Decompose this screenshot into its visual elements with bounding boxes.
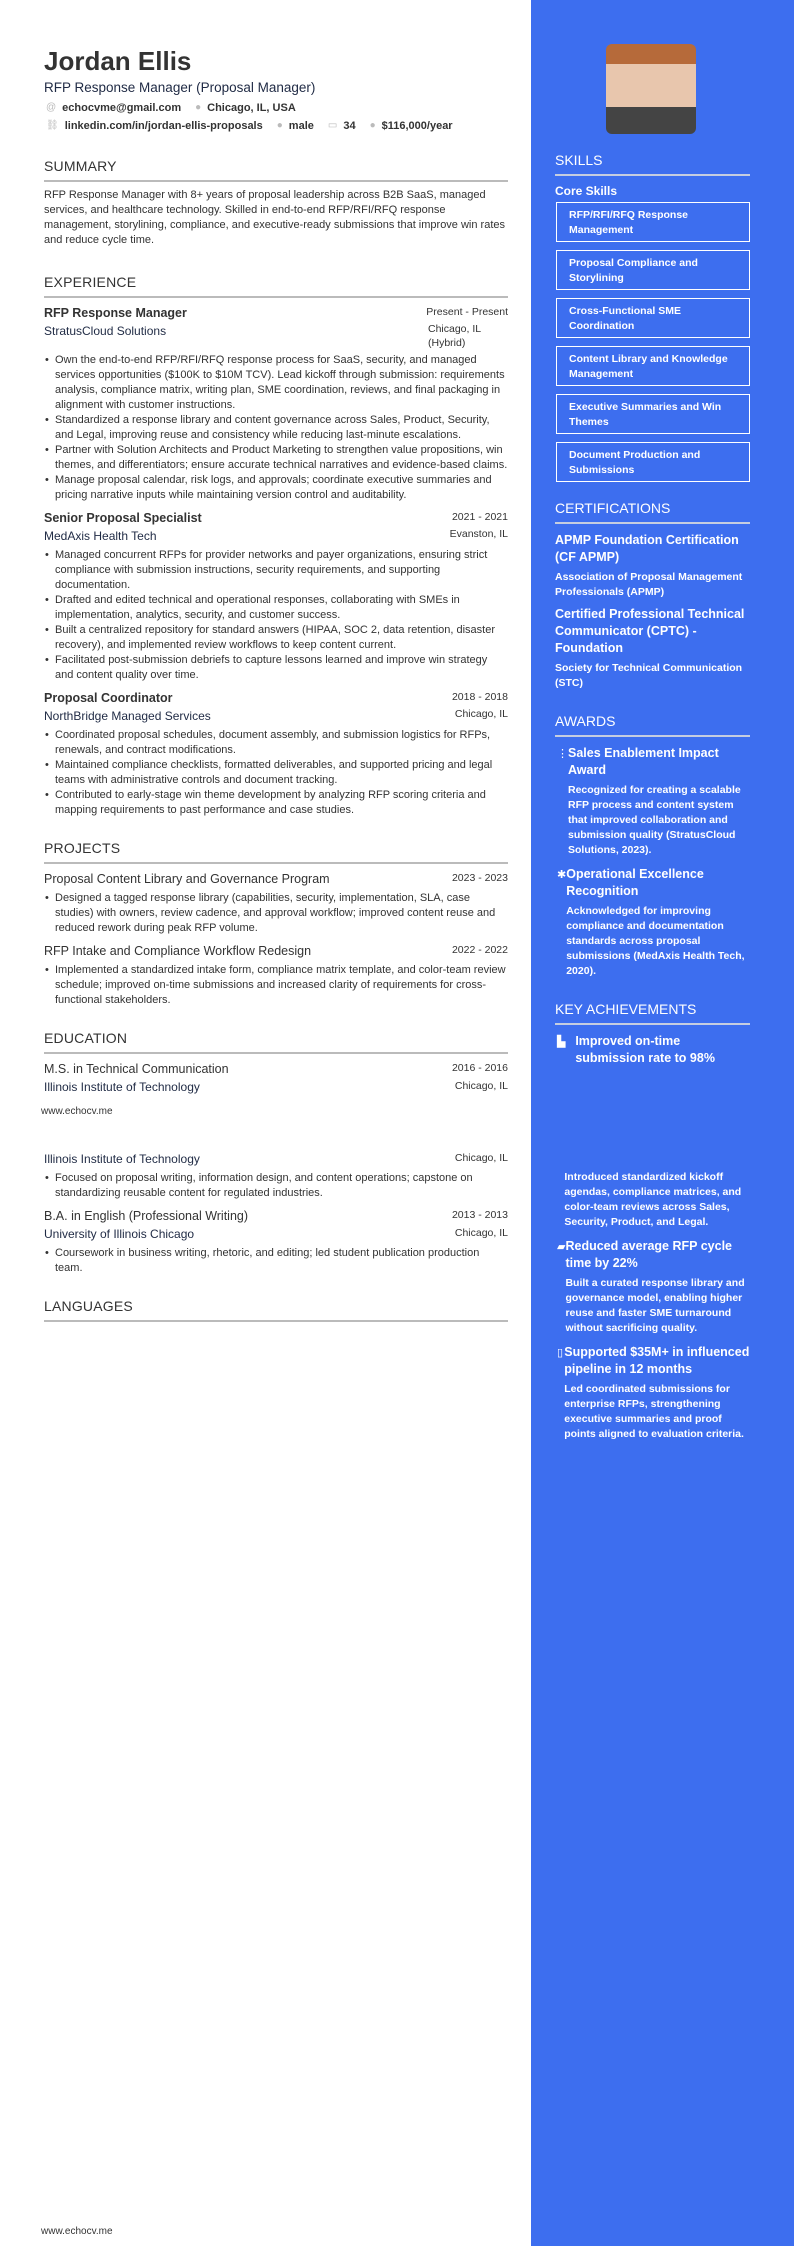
job-header <box>44 689 508 707</box>
skill-tag: Content Library and Knowledge Management <box>556 346 750 386</box>
candidate-name: Jordan Ellis <box>44 46 192 76</box>
profile-photo <box>606 44 696 134</box>
project-bullets <box>44 963 508 1008</box>
dates: 2013 - 2013 <box>451 1209 508 1221</box>
project-header <box>44 870 508 888</box>
achievement-desc: Built a curated response library and governance model, enabling higher reuse and faster SME turnaround without sacrificing quality. <box>565 1277 745 1334</box>
job-bullets <box>44 728 508 818</box>
awards-heading: AWARDS <box>555 713 750 737</box>
education-bullet: • Focused on proposal writing, information design, and content operations; capstone on standardizing reusable content for regulated industries. <box>44 1171 508 1201</box>
achievement-item <box>555 1033 750 1067</box>
job-header <box>44 509 508 527</box>
project-dates: 2023 - 2023 <box>451 872 508 884</box>
company-name: NorthBridge Managed Services <box>44 709 211 723</box>
award-item <box>555 866 750 979</box>
achievement-desc: Led coordinated submissions for enterprise RFPs, strengthening executive summaries and proof points aligned to evaluation criteria. <box>564 1383 744 1440</box>
job-bullet: • Contributed to early-stage win theme development by analyzing RFP scoring criteria and mapping requirements to past performance and case studies. <box>44 788 508 818</box>
project-bullet: • Designed a tagged response library (capabilities, security, implementation, SLA, case studies) with owners, review cadence, and approval workflow; improved content reuse and reduced rework during peak RFP volume. <box>44 891 508 936</box>
school: Illinois Institute of Technology <box>44 1080 200 1094</box>
job-bullet: • Managed concurrent RFPs for provider networks and payer organizations, ensuring strict compliance with submission instructions, security requirements, and supporting documentation. <box>44 548 508 593</box>
skills-group: Core Skills <box>555 184 618 198</box>
job-subheader <box>44 527 508 545</box>
job-title: Senior Proposal Specialist <box>44 511 202 525</box>
job-bullets <box>44 548 508 683</box>
achievement-item <box>555 1344 750 1442</box>
certification-issuer: Society for Technical Communication (STC) <box>555 662 743 689</box>
achievement-title: Reduced average RFP cycle time by 22% <box>565 1239 732 1270</box>
achievement-item <box>555 1238 750 1336</box>
project-entry <box>44 870 508 936</box>
skill-tag: Cross-Functional SME Coordination <box>556 298 750 338</box>
job-location: Evanston, IL <box>449 528 508 540</box>
linkedin[interactable]: linkedin.com/in/jordan-ellis-proposals <box>64 119 263 132</box>
award-desc: Acknowledged for improving compliance and documentation standards across proposal submissions (MedAxis Health Tech, 2020). <box>566 905 745 977</box>
job-dates: 2021 - 2021 <box>451 511 508 523</box>
company-name: MedAxis Health Tech <box>44 529 157 543</box>
skill-tag: Document Production and Submissions <box>556 442 750 482</box>
achievement-item <box>555 1170 750 1230</box>
location: Chicago, IL <box>454 1080 508 1092</box>
job-header <box>44 304 508 322</box>
achievement-desc: Introduced standardized kickoff agendas, compliance matrices, and color-team reviews across Sales, Security, Product, and Legal. <box>564 1171 742 1228</box>
footer-url[interactable]: www.echocv.me <box>41 2226 113 2237</box>
job-location: Chicago, IL <box>454 708 508 720</box>
job-bullet: • Coordinated proposal schedules, document assembly, and submission logistics for RFPs, renewals, and contract modifications. <box>44 728 508 758</box>
project-bullet: • Implemented a standardized intake form, compliance matrix template, and color-team review schedule; improved on-time submissions and increased clarity of requirements for cross-functional stakeholders. <box>44 963 508 1008</box>
certifications-heading: CERTIFICATIONS <box>555 500 750 524</box>
dates: 2016 - 2016 <box>451 1062 508 1074</box>
job-entry <box>44 304 508 503</box>
award-title: Operational Excellence Recognition <box>566 867 704 898</box>
job-bullet: • Manage proposal calendar, risk logs, and approvals; coordinate executive summaries and pricing narrative inputs while maintaining version control and auditability. <box>44 473 508 503</box>
degree: M.S. in Technical Communication <box>44 1062 229 1076</box>
job-dates: Present - Present <box>426 306 508 318</box>
calendar-icon: ▭ <box>327 120 338 131</box>
link-icon: ⛓ <box>46 120 59 131</box>
skill-tag: Executive Summaries and Win Themes <box>556 394 750 434</box>
skill-tag: Proposal Compliance and Storylining <box>556 250 750 290</box>
achievement-title: Improved on-time submission rate to 98% <box>575 1034 715 1065</box>
summary-heading: SUMMARY <box>44 158 508 182</box>
job-bullet: • Drafted and edited technical and operational responses, collaborating with SMEs in implementation, analytics, security, and customer success. <box>44 593 508 623</box>
job-bullet: • Own the end-to-end RFP/RFI/RFQ response process for SaaS, security, and managed services opportunities ($100K to $10M TCV). Lead kickoff through submission: requirements analysis, compliance matrix, writing plan, SME coordination, reviews, and final packaging in alignment with customer instructions. <box>44 353 508 413</box>
job-location: Chicago, IL (Hybrid) <box>428 323 481 349</box>
project-dates: 2022 - 2022 <box>451 944 508 956</box>
job-title: RFP Response Manager <box>44 306 187 320</box>
comment-icon: ▰ <box>557 1241 566 1253</box>
project-title: Proposal Content Library and Governance Program <box>44 872 330 886</box>
projects-heading: PROJECTS <box>44 840 508 864</box>
job-bullet: • Facilitated post-submission debriefs to capture lessons learned and improve win strategy and content quality over time. <box>44 653 508 683</box>
award-item <box>555 745 750 858</box>
tablet-icon: ▯ <box>557 1347 564 1359</box>
footer-url[interactable]: www.echocv.me <box>41 1106 113 1117</box>
certification-name: Certified Professional Technical Communicator (CPTC) - Foundation <box>555 607 745 655</box>
job-entry <box>44 689 508 818</box>
location: Chicago, IL <box>454 1227 508 1239</box>
job-subheader <box>44 707 508 725</box>
location: Chicago, IL, USA <box>207 101 296 114</box>
job-bullet: • Partner with Solution Architects and Product Marketing to strengthen value propositions, win themes, and differentiators; ensure accurate technical narratives and evidence-based claims. <box>44 443 508 473</box>
sidebar-page-2 <box>555 1170 750 1510</box>
job-bullet: • Built a centralized repository for standard answers (HIPAA, SOC 2, data retention, disaster recovery), and implemented review workflows to keep content current. <box>44 623 508 653</box>
person-icon: ● <box>276 120 283 131</box>
job-subheader <box>44 322 508 350</box>
bug-icon: ✱ <box>557 869 567 881</box>
main-column-page-1 <box>44 46 508 1094</box>
education-item <box>44 1060 508 1096</box>
school: Illinois Institute of Technology <box>44 1152 200 1166</box>
degree: B.A. in English (Professional Writing) <box>44 1209 249 1223</box>
file-icon: ▙ <box>557 1036 566 1048</box>
award-desc: Recognized for creating a scalable RFP process and content system that improved collaboration and submission quality (StratusCloud Solutions, 2023). <box>568 784 741 856</box>
experience-heading: EXPERIENCE <box>44 274 508 298</box>
at-icon: @ <box>46 102 57 113</box>
project-bullets <box>44 891 508 936</box>
company-name: StratusCloud Solutions <box>44 324 167 338</box>
skills-heading: SKILLS <box>555 152 750 176</box>
salary: $116,000/year <box>381 119 453 132</box>
job-title: Proposal Coordinator <box>44 691 173 705</box>
job-entry <box>44 509 508 683</box>
award-title: Sales Enablement Impact Award <box>568 746 719 777</box>
job-bullets <box>44 353 508 503</box>
education-heading: EDUCATION <box>44 1030 508 1054</box>
project-title: RFP Intake and Compliance Workflow Redesign <box>44 944 312 958</box>
summary-text: RFP Response Manager with 8+ years of proposal leadership across B2B SaaS, managed services, and healthcare technology. Skilled in end-to-end RFP/RFI/RFQ response management, storylining, compliance, and executive-ready submissions that improve win rates and reduce cycle time. <box>44 189 505 246</box>
main-column-page-2 <box>44 1152 508 1314</box>
location-pin-icon: ● <box>195 102 202 113</box>
certification-name: APMP Foundation Certification (CF APMP) <box>555 533 739 564</box>
job-bullet: • Standardized a response library and content governance across Sales, Product, Security, and Legal, improving reuse and consistency while reducing last-minute escalations. <box>44 413 508 443</box>
project-entry <box>44 942 508 1008</box>
job-dates: 2018 - 2018 <box>451 691 508 703</box>
languages-heading: LANGUAGES <box>44 1298 508 1322</box>
project-header <box>44 942 508 960</box>
email[interactable]: echocvme@gmail.com <box>62 101 182 114</box>
education-bullet: • Coursework in business writing, rhetoric, and editing; led student publication production team. <box>44 1246 508 1276</box>
certification-issuer: Association of Proposal Management Professionals (APMP) <box>555 571 743 598</box>
sidebar-page-1 <box>555 152 750 1064</box>
skill-tag: RFP/RFI/RFQ Response Management <box>556 202 750 242</box>
gender: male <box>288 119 314 132</box>
achievements-heading: KEY ACHIEVEMENTS <box>555 1001 750 1025</box>
ellipsis-vertical-icon: ⋮ <box>557 748 568 760</box>
school: University of Illinois Chicago <box>44 1227 195 1241</box>
achievement-title: Supported $35M+ in influenced pipeline in 12 months <box>564 1345 750 1376</box>
candidate-title: RFP Response Manager (Proposal Manager) <box>44 80 316 95</box>
location: Chicago, IL <box>454 1152 508 1164</box>
age: 34 <box>343 119 356 132</box>
money-icon: ● <box>369 120 376 131</box>
job-bullet: • Maintained compliance checklists, formatted deliverables, and supported pricing and legal teams with administrative controls and document tracking. <box>44 758 508 788</box>
